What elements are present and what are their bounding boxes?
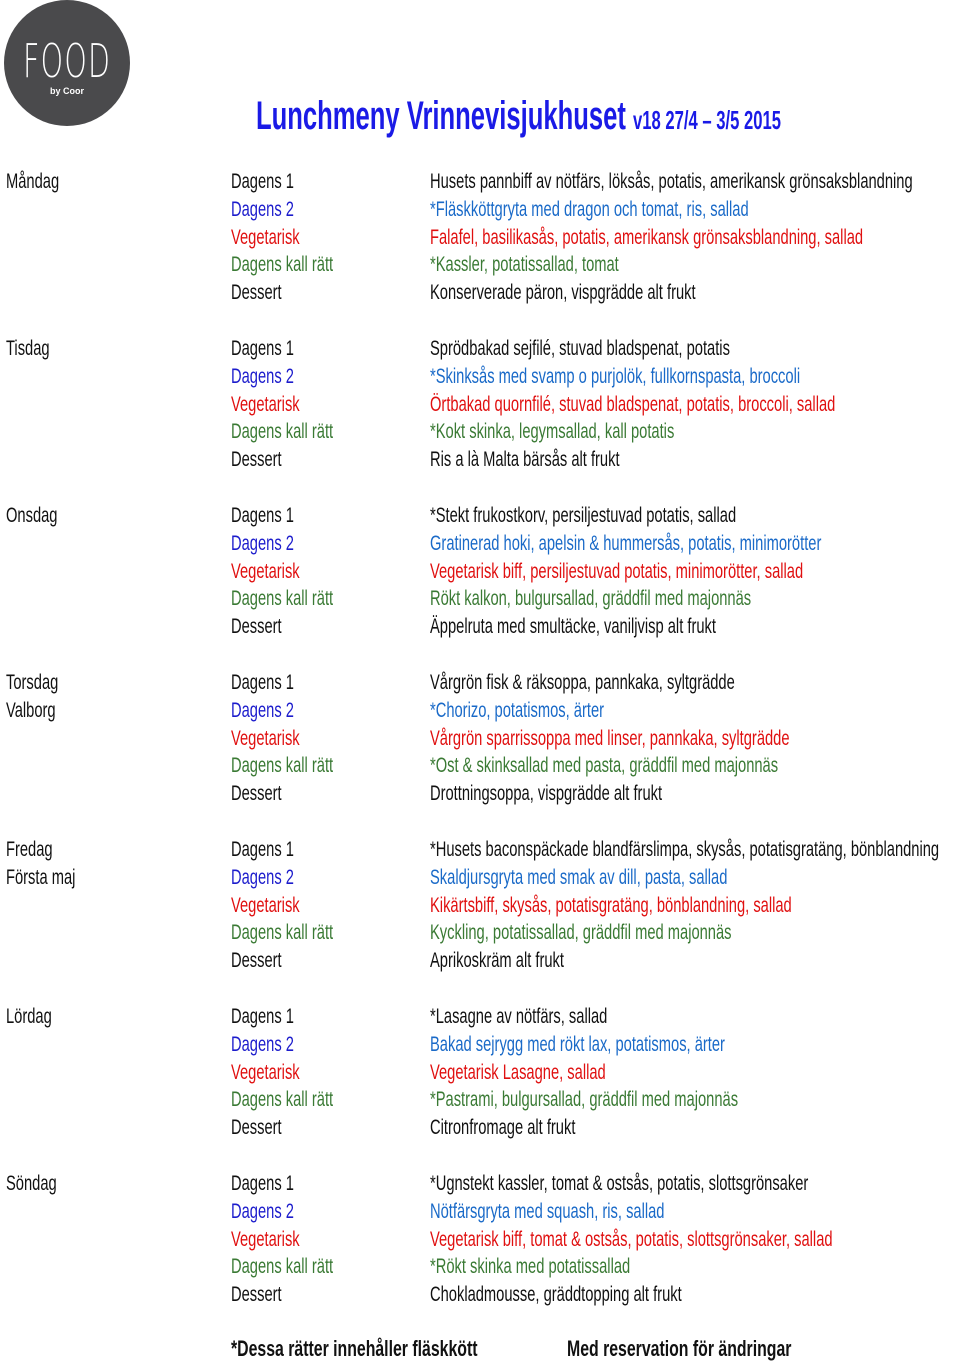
menu-dish: Rökt kalkon, bulgursallad, gräddfil med majonnäs [430, 587, 752, 611]
logo-word: FOOD [22, 34, 112, 88]
menu-category: Dagens 2 [231, 364, 294, 388]
menu-dish: Vårgrön sparrissoppa med linser, pannkaka, syltgrädde [430, 726, 790, 750]
menu-category: Dessert [231, 448, 282, 472]
menu-dish: Vegetarisk biff, tomat & ostsås, potatis, slottsgrönsaker, sallad [430, 1227, 833, 1251]
menu-category: Dagens kall rätt [231, 587, 334, 611]
menu-dish: *Stekt frukostkorv, persiljestuvad potatis, sallad [430, 504, 737, 527]
menu-dish: Skaldjursgryta med smak av dill, pasta, sallad [430, 865, 728, 889]
menu-dish: *Pastrami, bulgursallad, gräddfil med majonnäs [430, 1088, 739, 1112]
menu-category: Dagens 1 [231, 504, 294, 527]
menu-dish: Kyckling, potatissallad, gräddfil med majonnäs [430, 921, 732, 945]
menu-dish: Citronfromage alt frukt [430, 1116, 576, 1140]
menu-category: Vegetarisk [231, 893, 300, 917]
menu-category: Dessert [231, 782, 282, 806]
menu-category: Dagens 2 [231, 197, 294, 221]
menu-dish: Aprikoskräm alt frukt [430, 949, 564, 973]
menu-dish: Ris a là Malta bärsås alt frukt [430, 448, 620, 472]
menu-category: Dagens 1 [231, 1005, 294, 1028]
menu-category: Dagens 2 [231, 531, 294, 555]
menu-dish: *Kassler, potatissallad, tomat [430, 253, 619, 277]
day-label: Torsdag [6, 671, 59, 694]
menu-category: Dagens 1 [231, 337, 294, 360]
menu-dish: *Rökt skinka med potatissallad [430, 1255, 631, 1279]
menu-dish: *Fläskköttgryta med dragon och tomat, ris, sallad [430, 197, 749, 221]
title-main: Lunchmeny Vrinnevisjukhuset [256, 94, 626, 138]
logo-sub: by Coor [49, 86, 84, 96]
menu-category: Dagens kall rätt [231, 921, 334, 945]
menu-dish: Drottningsoppa, vispgrädde alt frukt [430, 782, 663, 806]
menu-dish: Chokladmousse, gräddtopping alt frukt [430, 1283, 682, 1307]
menu-category: Vegetarisk [231, 1227, 300, 1251]
day-label: Lördag [6, 1005, 52, 1028]
menu-category: Dagens 1 [231, 838, 294, 861]
menu-category: Dessert [231, 1283, 282, 1307]
menu-category: Vegetarisk [231, 726, 300, 750]
menu-category: Dagens kall rätt [231, 754, 334, 778]
menu-category: Vegetarisk [231, 225, 300, 249]
day-label: Söndag [6, 1172, 57, 1195]
menu-dish: Vegetarisk biff, persiljestuvad potatis, minimorötter, sallad [430, 559, 804, 583]
pork-footnote: *Dessa rätter innehåller fläskkött [231, 1336, 478, 1361]
menu-dish: *Skinksås med svamp o purjolök, fullkornspasta, broccoli [430, 364, 801, 388]
menu-dish: *Lasagne av nötfärs, sallad [430, 1005, 608, 1028]
menu-category: Dagens 2 [231, 1199, 294, 1223]
menu-category: Dessert [231, 949, 282, 973]
menu-dish: Bakad sejrygg med rökt lax, potatismos, ärter [430, 1032, 725, 1056]
day-label: Måndag [6, 170, 60, 193]
menu-dish: Falafel, basilikasås, potatis, amerikansk grönsaksblandning, sallad [430, 225, 864, 249]
menu-category: Dessert [231, 281, 282, 305]
day-sublabel: Första maj [6, 865, 76, 889]
reservation-note: Med reservation för ändringar [567, 1336, 792, 1361]
menu-category: Dagens 1 [231, 170, 294, 193]
menu-dish: *Husets baconspäckade blandfärslimpa, skysås, potatisgratäng, bönblandning [430, 838, 940, 861]
menu-category: Dagens kall rätt [231, 1088, 334, 1112]
menu-dish: Vårgrön fisk & räksoppa, pannkaka, syltgrädde [430, 671, 735, 694]
menu-category: Vegetarisk [231, 1060, 300, 1084]
menu-category: Dessert [231, 615, 282, 639]
title-version: v18 27/4 – 3/5 2015 [633, 105, 782, 135]
day-label: Onsdag [6, 504, 58, 527]
menu-category: Dagens kall rätt [231, 253, 334, 277]
menu-dish: *Ugnstekt kassler, tomat & ostsås, potatis, slottsgrönsaker [430, 1172, 809, 1195]
menu-dish: Örtbakad quornfilé, stuvad bladspenat, potatis, broccoli, sallad [430, 392, 836, 416]
menu-dish: Konserverade päron, vispgrädde alt frukt [430, 281, 696, 305]
page-title [256, 92, 781, 144]
menu-category: Vegetarisk [231, 559, 300, 583]
menu-dish: Vegetarisk Lasagne, sallad [430, 1060, 606, 1084]
menu-dish: Äppelruta med smultäcke, vaniljvisp alt frukt [430, 615, 716, 639]
day-sublabel: Valborg [6, 698, 56, 722]
menu-dish: *Kokt skinka, legymsallad, kall potatis [430, 420, 675, 444]
day-label: Fredag [6, 838, 53, 861]
menu-category: Dessert [231, 1116, 282, 1140]
menu-category: Dagens kall rätt [231, 1255, 334, 1279]
menu-category: Dagens 2 [231, 865, 294, 889]
menu-category: Dagens 2 [231, 698, 294, 722]
menu-dish: Sprödbakad sejfilé, stuvad bladspenat, potatis [430, 337, 730, 360]
day-label: Tisdag [6, 337, 50, 360]
menu-dish: *Chorizo, potatismos, ärter [430, 698, 605, 722]
menu-category: Dagens kall rätt [231, 420, 334, 444]
menu-category: Dagens 1 [231, 1172, 294, 1195]
food-by-coor-logo [4, 0, 130, 126]
menu-dish: *Ost & skinksallad med pasta, gräddfil med majonnäs [430, 754, 779, 778]
menu-dish: Kikärtsbiff, skysås, potatisgratäng, bönblandning, sallad [430, 893, 792, 917]
menu-category: Dagens 2 [231, 1032, 294, 1056]
menu-dish: Husets pannbiff av nötfärs, löksås, potatis, amerikansk grönsaksblandning [430, 170, 913, 193]
menu-category: Dagens 1 [231, 671, 294, 694]
menu-category: Vegetarisk [231, 392, 300, 416]
menu-dish: Nötfärsgryta med squash, ris, sallad [430, 1199, 665, 1223]
menu-dish: Gratinerad hoki, apelsin & hummersås, potatis, minimorötter [430, 531, 822, 555]
